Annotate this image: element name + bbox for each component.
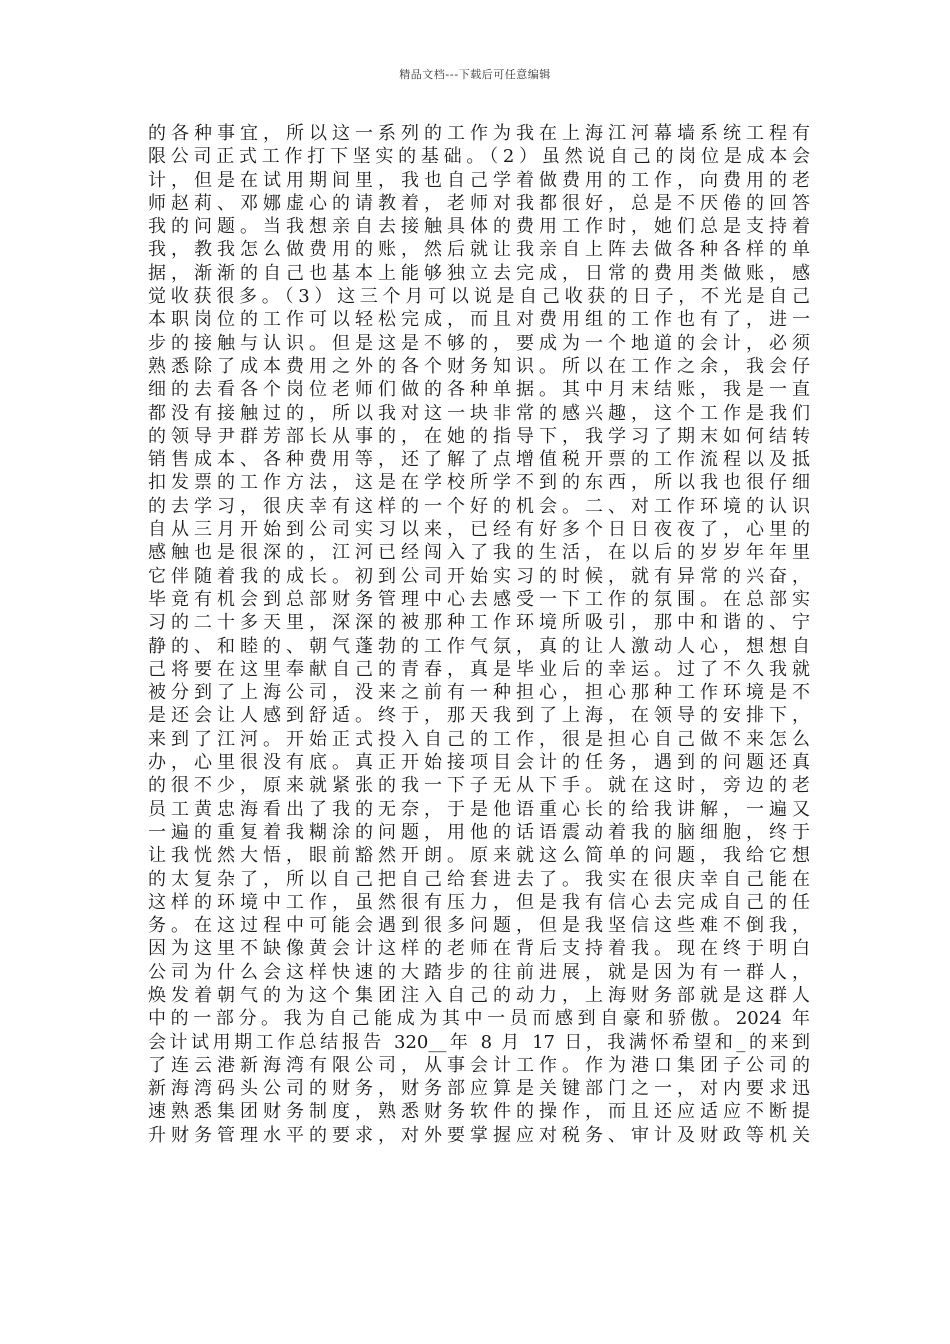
document-body xyxy=(148,122,810,1147)
text-line: 我，教我怎么做费用的账，然后就让我亲自上阵去做各种各样的单 xyxy=(148,239,810,261)
text-line: 速熟悉集团财务制度，熟悉财务软件的操作，而且还应适应不断提 xyxy=(148,1101,810,1123)
text-line: 员工黄忠海看出了我的无奈，于是他语重心长的给我讲解，一遍又 xyxy=(148,798,810,820)
text-line: 师赵莉、邓娜虚心的请教着，老师对我都很好，总是不厌倦的回答 xyxy=(148,192,810,214)
text-line: 毕竟有机会到总部财务管理中心去感受一下工作的氛围。在总部实 xyxy=(148,588,810,610)
text-line: 步的接触与认识。但是这是不够的，要成为一个地道的会计，必须 xyxy=(148,332,810,354)
text-line: 静的、和睦的、朝气蓬勃的工作气氛，真的让人激动人心，想想自 xyxy=(148,635,810,657)
text-line: 焕发着朝气的为这个集团注入自己的动力，上海财务部就是这群人 xyxy=(148,984,810,1006)
text-line: 因为这里不缺像黄会计这样的老师在背后支持着我。现在终于明白 xyxy=(148,938,810,960)
text-line: 本职岗位的工作可以轻松完成，而且对费用组的工作也有了，进一 xyxy=(148,309,810,331)
text-line: 会计试用期工作总结报告 320__年 8 月 17 日，我满怀希望和_的来到 xyxy=(148,1031,810,1053)
text-line: 务。在这过程中可能会遇到很多问题，但是我坚信这些难不倒我， xyxy=(148,915,810,937)
text-line: 细的去看各个岗位老师们做的各种单据。其中月末结账，我是一直 xyxy=(148,379,810,401)
text-line: 公司为什么会这样快速的大踏步的往前进展，就是因为有一群人， xyxy=(148,961,810,983)
text-line: 习的二十多天里，深深的被那种工作环境所吸引，那中和谐的、宁 xyxy=(148,612,810,634)
text-line: 升财务管理水平的要求，对外要掌握应对税务、审计及财政等机关 xyxy=(148,1124,810,1146)
text-line: 都没有接触过的，所以我对这一块非常的感兴趣，这个工作是我们 xyxy=(148,402,810,424)
text-line: 据，渐渐的自己也基本上能够独立去完成，日常的费用类做账，感 xyxy=(148,262,810,284)
text-line: 的各种事宜，所以这一系列的工作为我在上海江河幕墙系统工程有 xyxy=(148,123,810,144)
text-line: 的太复杂了，所以自己把自己给套进去了。我实在很庆幸自己能在 xyxy=(148,868,810,890)
text-line: 让我恍然大悟，眼前豁然开朗。原来就这么简单的问题，我给它想 xyxy=(148,845,810,867)
text-line: 扣发票的工作方法，这是在学校所学不到的东西，所以我也很仔细 xyxy=(148,472,810,494)
text-line: 销售成本、各种费用等，还了解了点增值税开票的工作流程以及抵 xyxy=(148,449,810,471)
text-line: 熟悉除了成本费用之外的各个财务知识。所以在工作之余，我会仔 xyxy=(148,355,810,377)
text-line: 它伴随着我的成长。初到公司开始实习的时候，就有异常的兴奋， xyxy=(148,565,810,587)
text-line: 的去学习，很庆幸有这样的一个好的机会。二、对工作环境的认识 xyxy=(148,495,810,517)
text-line: 来到了江河。开始正式投入自己的工作，很是担心自己做不来怎么 xyxy=(148,728,810,750)
text-line: 被分到了上海公司，没来之前有一种担心，担心那种工作环境是不 xyxy=(148,682,810,704)
text-line: 新海湾码头公司的财务，财务部应算是关键部门之一，对内要求迅 xyxy=(148,1078,810,1100)
text-line: 办，心里很没有底。真正开始接项目会计的任务，遇到的问题还真 xyxy=(148,752,810,774)
text-line: 一遍的重复着我糊涂的问题，用他的话语震动着我的脑细胞，终于 xyxy=(148,821,810,843)
text-line: 了连云港新海湾有限公司，从事会计工作。作为港口集团子公司的 xyxy=(148,1054,810,1076)
text-line: 感触也是很深的，江河已经闯入了我的生活，在以后的岁岁年年里 xyxy=(148,542,810,564)
text-line: 己将要在这里奉献自己的青春，真是毕业后的幸运。过了不久我就 xyxy=(148,658,810,680)
text-line: 我的问题。当我想亲自去接触具体的费用工作时，她们总是支持着 xyxy=(148,216,810,238)
text-line: 限公司正式工作打下坚实的基础。（2）虽然说自己的岗位是成本会 xyxy=(148,146,810,168)
text-line: 计，但是在试用期间里，我也自己学着做费用的工作，向费用的老 xyxy=(148,169,810,191)
text-line: 中的一部分。我为自己能成为其中一员而感到自豪和骄傲。2024 年 xyxy=(148,1008,810,1030)
text-line: 的很不少，原来就紧张的我一下子无从下手。就在这时，旁边的老 xyxy=(148,775,810,797)
page-header: 精品文档---下载后可任意编辑 xyxy=(399,68,551,81)
text-line: 自从三月开始到公司实习以来，已经有好多个日日夜夜了，心里的 xyxy=(148,519,810,541)
text-line: 觉收获很多。（3）这三个月可以说是自己收获的日子，不光是自己 xyxy=(148,286,810,308)
text-line: 的领导尹群芳部长从事的，在她的指导下，我学习了期末如何结转 xyxy=(148,425,810,447)
text-line: 这样的环境中工作，虽然很有压力，但是我有信心去完成自己的任 xyxy=(148,891,810,913)
text-line: 是还会让人感到舒适。终于，那天我到了上海，在领导的安排下， xyxy=(148,705,810,727)
